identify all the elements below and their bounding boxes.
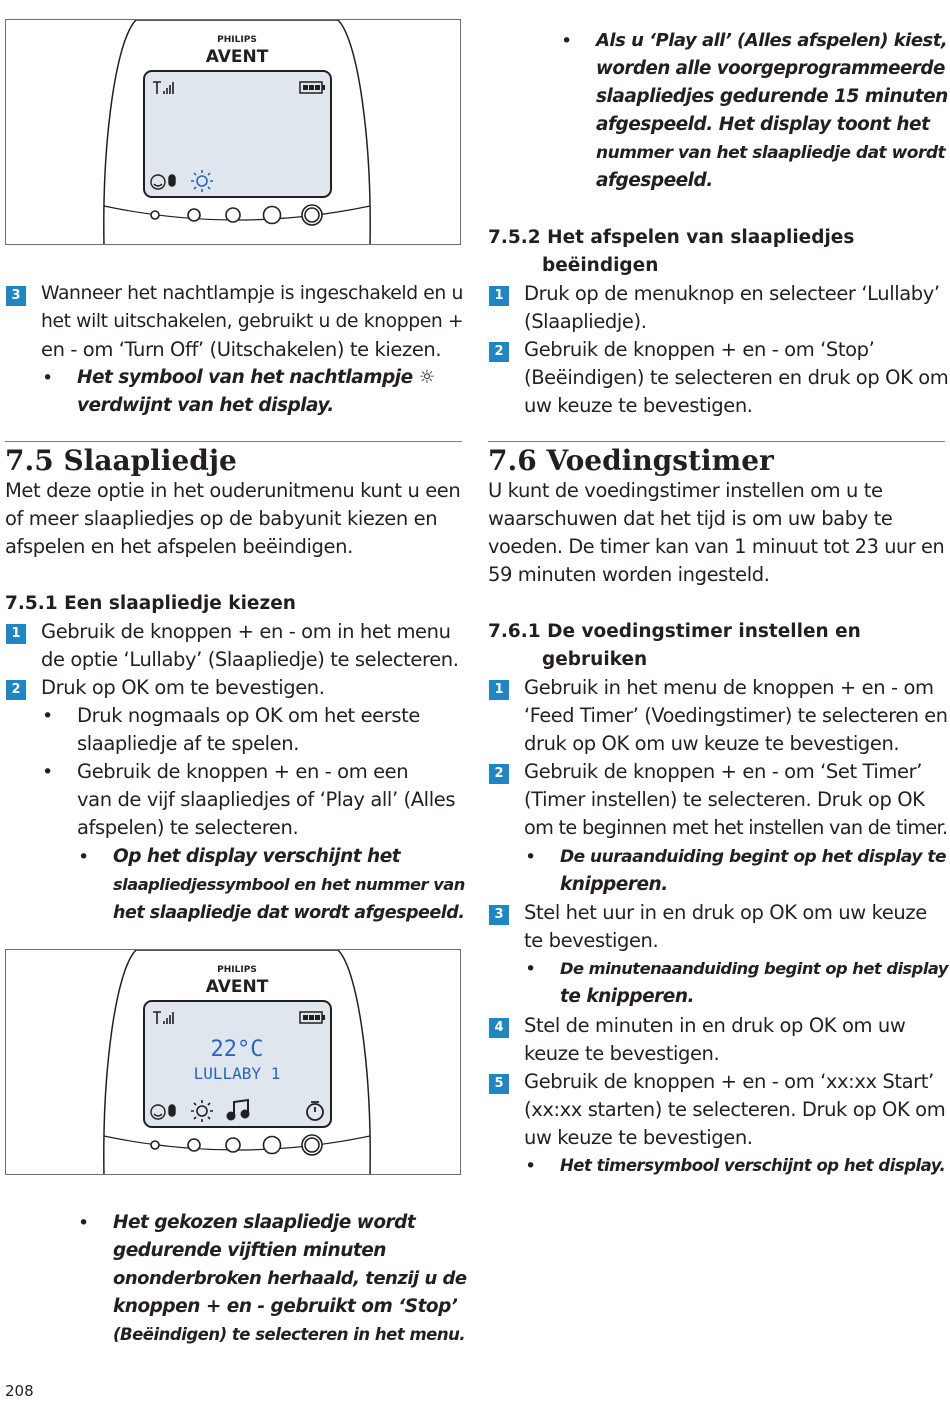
brand-avent: AVENT: [205, 47, 269, 67]
subsection-heading-7-6-1: 7.6.1 De voedingstimer instellen en: [488, 621, 861, 642]
step3-line-1: Wanneer het nachtlampje is ingeschakeld en u: [41, 283, 463, 304]
section76-intro-line-1: U kunt de voedingstimer instellen om u te: [488, 479, 883, 502]
section-heading-7-6: 7.6 Voedingstimer: [488, 444, 774, 477]
sub761-step2-line-2: (Timer instellen) te selecteren. Druk op OK: [524, 788, 925, 811]
sub752-step2-line-1: Gebruik de knoppen + en - om ‘Stop’: [524, 338, 875, 361]
sub751-step1-line-1: Gebruik de knoppen + en - om in het menu: [41, 620, 451, 643]
step-number: 2: [489, 342, 509, 362]
sub751-bullet2-line-2: van de vijf slaapliedjes of ‘Play all’ (Alles: [77, 788, 456, 811]
bullet-dot: •: [561, 30, 573, 52]
sub751-step1-line-2: de optie ‘Lullaby’ (Slaapliedje) te selecteren.: [41, 648, 459, 671]
bullet-dot: •: [42, 761, 54, 783]
section76-intro-line-3: voeden. De timer kan van 1 minuut tot 23 uur en: [488, 535, 945, 558]
sub761-step3-bullet-line-1: De minutenaanduiding begint op het display: [560, 959, 948, 978]
device-button-3: [226, 1138, 240, 1152]
top-bullet-line-1: Als u ‘Play all’ (Alles afspelen) kiest,: [596, 30, 948, 51]
sub751-bullet2-line-3: afspelen) te selecteren.: [77, 816, 299, 839]
sub761-step4-line-1: Stel de minuten in en druk op OK om uw: [524, 1014, 906, 1037]
subsection-heading-7-5-2-cont: beëindigen: [542, 255, 659, 276]
subsection-heading-7-6-1-cont: gebruiken: [542, 649, 648, 670]
sub751-subbullet-line-1: Op het display verschijnt het: [113, 846, 401, 867]
device-button-4: [264, 207, 281, 224]
sub761-step5-line-2: (xx:xx starten) te selecteren. Druk op OK om: [524, 1098, 946, 1121]
section75-intro-line-3: afspelen en het afspelen beëindigen.: [5, 535, 353, 558]
step-number: 3: [489, 905, 509, 925]
section75-intro-line-1: Met deze optie in het ouderunitmenu kunt u een: [5, 479, 461, 502]
step3-line-3: en - om ‘Turn Off’ (Uitschakelen) te kiezen.: [41, 338, 442, 361]
page-number: 208: [5, 1382, 34, 1400]
bullet-dot: •: [42, 705, 54, 727]
sub751-bullet2-line-1: Gebruik de knoppen + en - om een: [77, 760, 409, 783]
lcd-temperature: 22°C: [210, 1037, 264, 1062]
bullet-dot: •: [78, 1212, 90, 1234]
step3-bullet-line-2: verdwijnt van het display.: [77, 395, 334, 416]
device-button-4: [264, 1137, 281, 1154]
bottom-bullet-line-2: gedurende vijftien minuten: [113, 1240, 386, 1261]
sub761-step5-line-3: uw keuze te bevestigen.: [524, 1126, 753, 1149]
brand-philips: PHILIPS: [217, 35, 257, 45]
device-figure-1: [5, 19, 461, 245]
sub761-step2-bullet-line-2: knipperen.: [560, 874, 668, 895]
brand-avent: AVENT: [205, 977, 269, 997]
sub761-step1-line-3: druk op OK om uw keuze te bevestigen.: [524, 732, 900, 755]
top-bullet-line-2: worden alle voorgeprogrammeerde: [596, 58, 945, 79]
step-number: 2: [489, 764, 509, 784]
bullet-dot: •: [525, 1155, 537, 1177]
bullet-dot: •: [525, 846, 537, 868]
sub761-step3-bullet-line-2: te knipperen.: [560, 986, 695, 1007]
subsection-heading-7-5-1: 7.5.1 Een slaapliedje kiezen: [5, 593, 296, 614]
sub761-step5-line-1: Gebruik de knoppen + en - om ‘xx:xx Start’: [524, 1070, 934, 1093]
section-divider: [5, 441, 462, 442]
sub761-step2-bullet-line-1: De uuraanduiding begint op het display te: [560, 847, 946, 867]
device-button-1: [151, 211, 159, 219]
bottom-bullet-line-1: Het gekozen slaapliedje wordt: [113, 1212, 416, 1233]
sub761-step1-line-2: ‘Feed Timer’ (Voedingstimer) te selecteren en: [524, 704, 948, 727]
top-bullet-line-3: slaapliedjes gedurende 15 minuten: [596, 86, 948, 107]
step3-line-2: het wilt uitschakelen, gebruikt u de knoppen +: [41, 311, 464, 332]
bullet-dot: •: [525, 958, 537, 980]
subsection-heading-7-5-2: 7.5.2 Het afspelen van slaapliedjes: [488, 227, 855, 248]
sub751-bullet1-line-2: slaapliedje af te spelen.: [77, 732, 300, 755]
sub761-step3-line-1: Stel het uur in en druk op OK om uw keuze: [524, 901, 927, 924]
section76-intro-line-2: waarschuwen dat het tijd is om uw baby te: [488, 507, 893, 530]
step-number: 5: [489, 1074, 509, 1094]
sub751-bullet1-line-1: Druk nogmaals op OK om het eerste: [77, 704, 420, 727]
section-heading-7-5: 7.5 Slaapliedje: [5, 444, 237, 477]
device-button-1: [151, 1141, 159, 1149]
bullet-dot: •: [42, 367, 54, 389]
sub752-step1-line-1: Druk op de menuknop en selecteer ‘Lullaby’: [524, 282, 940, 305]
section75-intro-line-2: of meer slaapliedjes op de babyunit kiezen en: [5, 507, 438, 530]
top-bullet-line-4: afgespeeld. Het display toont het: [596, 114, 930, 135]
sub761-step2-line-1: Gebruik de knoppen + en - om ‘Set Timer’: [524, 760, 923, 783]
device-button-3: [226, 208, 240, 222]
sub761-step3-line-2: te bevestigen.: [524, 929, 659, 952]
lcd-lullaby-text: LULLABY 1: [193, 1064, 281, 1083]
sub761-step1-line-1: Gebruik in het menu de knoppen + en - om: [524, 676, 934, 699]
step3-bullet-line-1: Het symbool van het nachtlampje ☼: [77, 367, 435, 388]
step-number: 3: [6, 286, 26, 306]
sub752-step2-line-3: uw keuze te bevestigen.: [524, 394, 753, 417]
sub761-step2-line-3: om te beginnen met het instellen van de timer.: [524, 816, 948, 839]
sub752-step1-line-2: (Slaapliedje).: [524, 310, 647, 333]
step-number: 1: [489, 286, 509, 306]
bottom-bullet-line-3: ononderbroken herhaald, tenzij u de: [113, 1268, 467, 1289]
device-button-2: [188, 1139, 200, 1151]
device-button-2: [188, 209, 200, 221]
sub751-step2-line-1: Druk op OK om te bevestigen.: [41, 676, 325, 699]
top-bullet-line-6: afgespeeld.: [596, 170, 713, 191]
sub761-step4-line-2: keuze te bevestigen.: [524, 1042, 720, 1065]
section-divider: [488, 441, 945, 442]
step-number: 4: [489, 1018, 509, 1038]
sub751-subbullet-line-3: het slaapliedje dat wordt afgespeeld.: [113, 903, 465, 923]
top-bullet-line-5: nummer van het slaapliedje dat wordt: [596, 143, 946, 163]
device-figure-2: [5, 949, 461, 1175]
step-number: 1: [489, 680, 509, 700]
step-number: 1: [6, 624, 26, 644]
sub761-step5-bullet-line-1: Het timersymbool verschijnt op het display.: [560, 1156, 946, 1175]
bottom-bullet-line-5: (Beëindigen) te selecteren in het menu.: [113, 1325, 466, 1344]
bottom-bullet-line-4: knoppen + en - gebruikt om ‘Stop’: [113, 1296, 458, 1317]
brand-philips: PHILIPS: [217, 965, 257, 975]
sub752-step2-line-2: (Beëindigen) te selecteren en druk op OK om: [524, 366, 949, 389]
bullet-dot: •: [78, 846, 90, 868]
sub751-subbullet-line-2: slaapliedjessymbool en het nummer van: [113, 875, 465, 894]
section76-intro-line-4: 59 minuten worden ingesteld.: [488, 563, 770, 586]
step-number: 2: [6, 680, 26, 700]
